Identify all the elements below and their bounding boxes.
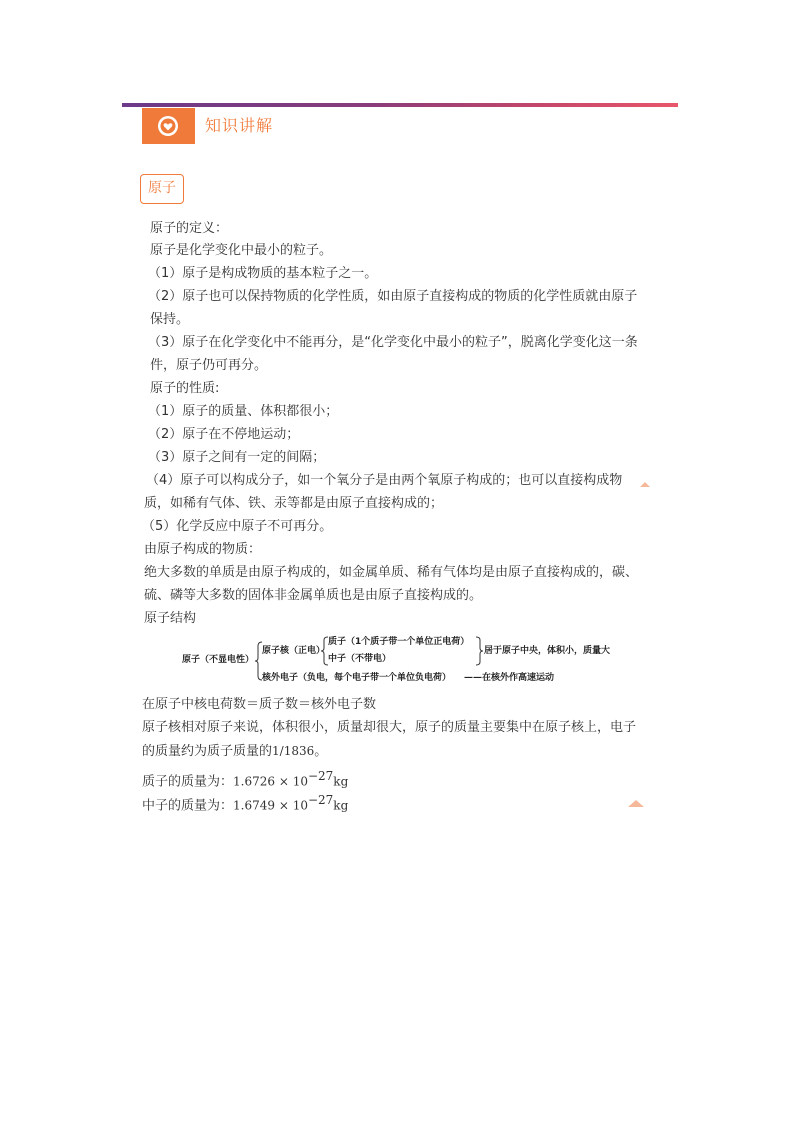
diagram-proton: 质子（1个质子带一个单位正电荷） bbox=[328, 637, 470, 647]
text-line: 原子的性质: bbox=[150, 381, 220, 396]
neutron-mass-unit: kg bbox=[333, 798, 349, 813]
section-tag: 原子 bbox=[140, 174, 184, 204]
proton-mass-unit: kg bbox=[333, 774, 349, 789]
text-line: 原子是化学变化中最小的粒子。 bbox=[150, 243, 333, 258]
text-line: 硫、磷等大多数的固体非金属单质也是由原子直接构成的。 bbox=[144, 588, 483, 603]
text-line: （4）原子可以构成分子，如一个氧分子是由两个氧原子构成的；也可以直接构成物 bbox=[146, 473, 623, 488]
heart-badge-icon bbox=[156, 114, 180, 138]
neutron-mass-value: 1.6749 × 10 bbox=[233, 798, 308, 813]
decorative-triangle-icon bbox=[628, 800, 644, 807]
text-line: 原子核相对原子来说，体积很小，质量却很大，原子的质量主要集中在原子核上，电子 bbox=[142, 720, 637, 735]
diagram-electron-note: ——在核外作高速运动 bbox=[464, 673, 555, 683]
text-line: （3）原子之间有一定的间隔； bbox=[148, 450, 326, 465]
neutron-mass-exponent: −27 bbox=[307, 793, 334, 807]
diagram-nucleus: 原子核（正电） bbox=[262, 646, 326, 656]
header-title: 知识讲解 bbox=[205, 116, 274, 135]
text-fragment: 。 bbox=[314, 744, 328, 759]
text-line bbox=[142, 742, 327, 761]
diagram-electron: 核外电子（负电，每个电子带一个单位负电荷） bbox=[262, 673, 452, 683]
text-line: （1）原子是构成物质的基本粒子之一。 bbox=[148, 266, 378, 281]
text-line: 绝大多数的单质是由原子构成的，如金属单质、稀有气体均是由原子直接构成的，碳、 bbox=[144, 565, 639, 580]
diagram-atom: 原子（不显电性） bbox=[182, 655, 255, 665]
neutron-mass-line bbox=[142, 791, 348, 815]
neutron-mass-label: 中子的质量为： bbox=[142, 798, 234, 814]
decorative-triangle-icon bbox=[640, 482, 650, 487]
proton-mass-label: 质子的质量为： bbox=[142, 774, 234, 790]
text-line: 保持。 bbox=[150, 312, 190, 327]
diagram-neutron: 中子（不带电） bbox=[328, 654, 392, 664]
header-icon-box bbox=[142, 108, 195, 144]
text-line: 件，原子仍可再分。 bbox=[150, 358, 268, 373]
header-gradient-bar bbox=[122, 103, 678, 107]
text-line: 在原子中核电荷数＝质子数＝核外电子数 bbox=[142, 697, 377, 712]
text-line: 原子的定义： bbox=[150, 221, 229, 236]
text-line: （2）原子也可以保持物质的化学性质，如由原子直接构成的物质的化学性质就由原子 bbox=[148, 289, 638, 304]
text-line: 由原子构成的物质： bbox=[144, 542, 262, 557]
atom-structure-diagram bbox=[182, 632, 622, 690]
proton-mass-line bbox=[142, 767, 348, 791]
text-line: （1）原子的质量、体积都很小； bbox=[148, 404, 339, 419]
proton-mass-value: 1.6726 × 10 bbox=[233, 774, 308, 789]
text-line: （3）原子在化学变化中不能再分，是“化学变化中最小的粒子”，脱离化学变化这一条 bbox=[148, 335, 638, 350]
text-line: 原子结构 bbox=[144, 611, 197, 626]
diagram-nucleus-note: 居于原子中央，体积小，质量大 bbox=[484, 646, 611, 656]
text-fragment: 的质量约为质子质量的 bbox=[142, 744, 273, 759]
mass-ratio: 1/1836 bbox=[272, 744, 315, 758]
proton-mass-exponent: −27 bbox=[307, 769, 334, 783]
text-line: 质，如稀有气体、铁、汞等都是由原子直接构成的； bbox=[144, 496, 444, 511]
text-line: （5）化学反应中原子不可再分。 bbox=[142, 519, 333, 534]
text-line: （2）原子在不停地运动； bbox=[148, 427, 300, 442]
